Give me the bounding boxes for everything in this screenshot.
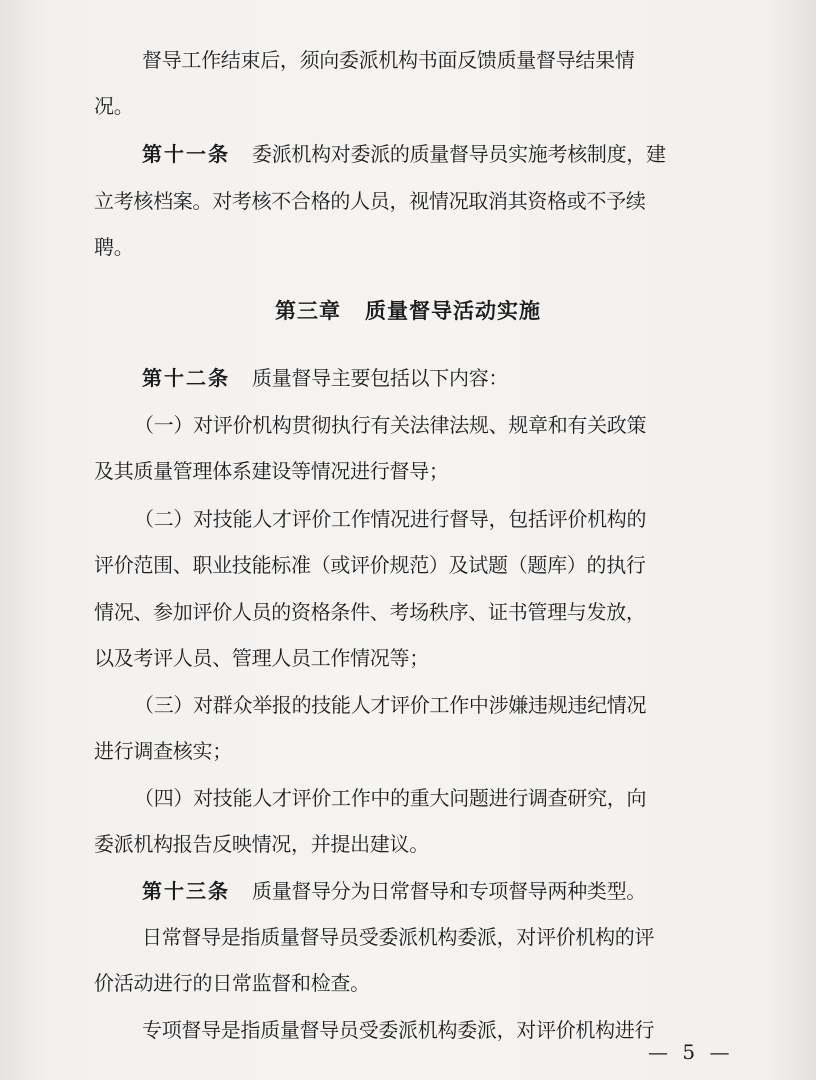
text-line: 聘。 xyxy=(94,235,134,259)
list-item: （四）对技能人才评价工作中的重大问题进行调查研究，向 xyxy=(134,786,647,810)
text-line: 立考核档案。对考核不合格的人员，视情况取消其资格或不予续 xyxy=(94,189,646,213)
article-12: 第十二条 质量督导主要包括以下内容： xyxy=(142,366,509,390)
text-line: 委派机构报告反映情况，并提出建议。 xyxy=(94,832,429,856)
text-line: 以及考评人员、管理人员工作情况等； xyxy=(94,646,429,670)
list-item: （一）对评价机构贯彻执行有关法律法规、规章和有关政策 xyxy=(134,413,647,437)
article-heading: 第十三条 xyxy=(142,879,230,903)
article-11: 第十一条 委派机构对委派的质量督导员实施考核制度，建 xyxy=(142,142,666,166)
article-heading: 第十二条 xyxy=(142,366,230,390)
chapter-heading: 第三章 质量督导活动实施 xyxy=(275,298,541,323)
text-line: 日常督导是指质量督导员受委派机构委派，对评价机构的评 xyxy=(142,925,655,949)
text-line: 价活动进行的日常监督和检查。 xyxy=(94,971,370,995)
text-line: 进行调查核实； xyxy=(94,739,232,763)
text-line: 评价范围、职业技能标准（或评价规范）及试题（题库）的执行 xyxy=(94,553,646,577)
text-line: 专项督导是指质量督导员受委派机构委派，对评价机构进行 xyxy=(142,1018,655,1042)
text-line: 督导工作结束后，须向委派机构书面反馈质量督导结果情 xyxy=(142,48,635,72)
text-line: 及其质量管理体系建设等情况进行督导； xyxy=(94,459,449,483)
text-line: 情况、参加评价人员的资格条件、考场秩序、证书管理与发放， xyxy=(94,600,646,624)
page-number: — 5 — xyxy=(648,1040,734,1064)
article-heading: 第十一条 xyxy=(142,142,230,166)
text-line: 况。 xyxy=(94,94,134,118)
list-item: （二）对技能人才评价工作情况进行督导，包括评价机构的 xyxy=(134,507,647,531)
list-item: （三）对群众举报的技能人才评价工作中涉嫌违规违纪情况 xyxy=(134,693,647,717)
article-13: 第十三条 质量督导分为日常督导和专项督导两种类型。 xyxy=(142,879,646,903)
